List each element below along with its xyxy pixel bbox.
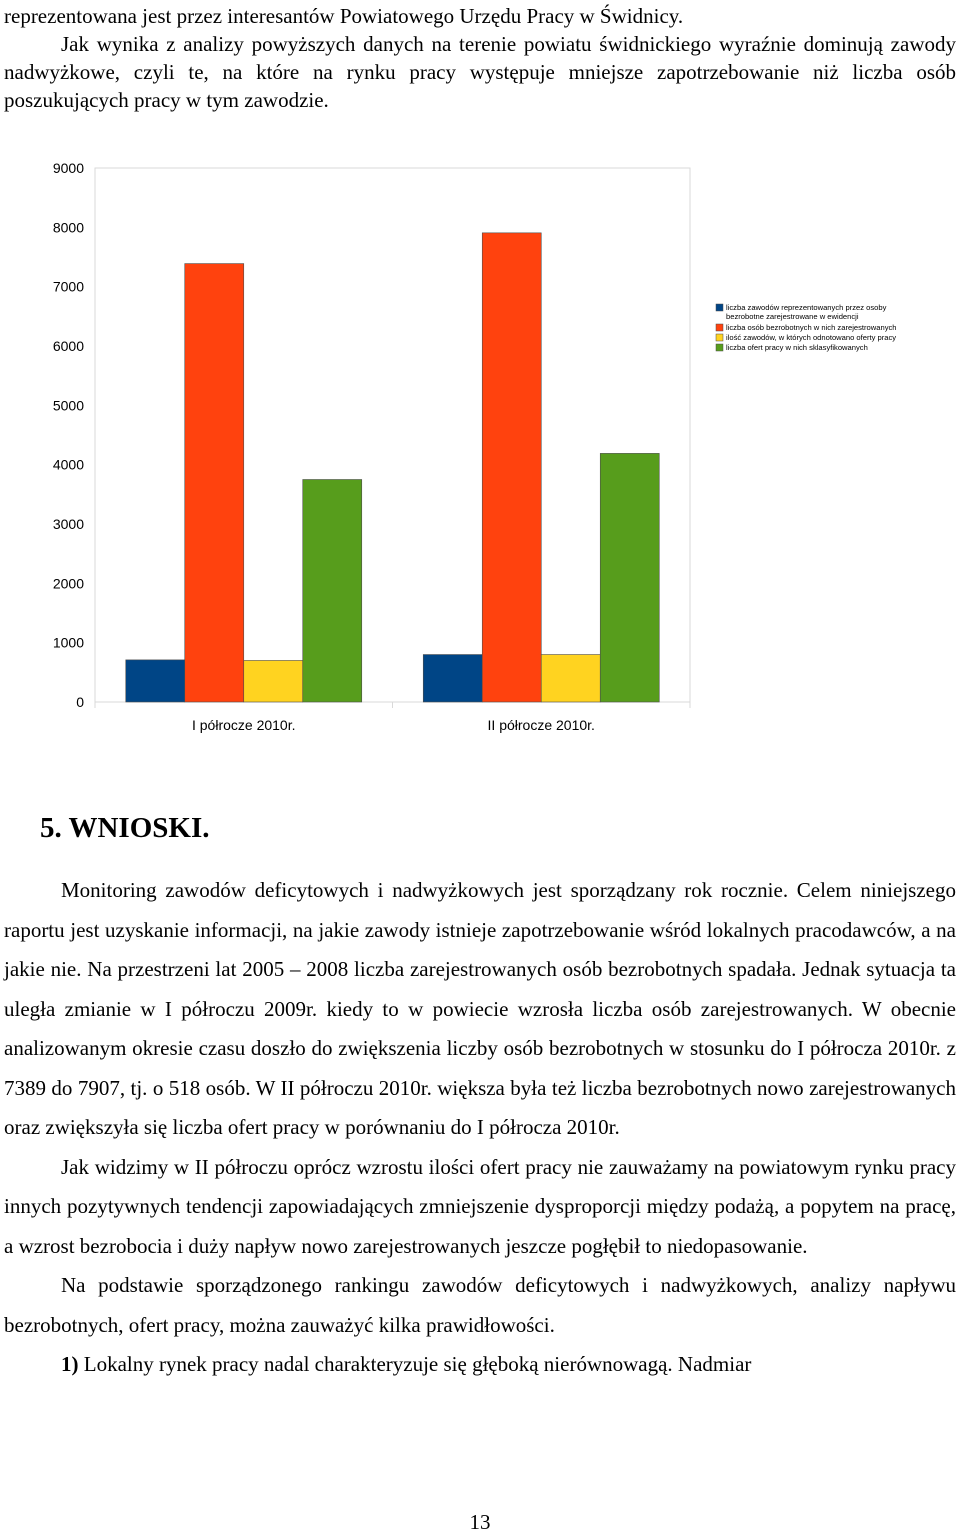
bar (126, 660, 185, 702)
legend-swatch (716, 334, 723, 341)
conclusions-paragraph-1: Monitoring zawodów deficytowych i nadwyżkowych jest sporządzany rok rocznie. Celem niniejszego raportu jest uzyskanie informacji, na jakie zawody istnieje zapotrzebowanie wśród lokalnych pracodawców, a na jakie nie. Na przestrzeni lat 2005 – 2008 liczba zarejestrowanych osób bezrobotnych spadała. Jednak sytuacja ta uległa zmianie w I półroczu 2009r. kiedy to w powiecie wzrosła liczba osób zarejestrowanych. W obecnie analizowanym okresie czasu doszło do zwiększenia liczby osób bezrobotnych w stosunku do I półrocza 2010r. z 7389 do 7907, tj. o 518 osób. W II półroczu 2010r. większa była też liczba bezrobotnych nowo zarejestrowanych oraz zwiększyła się liczba ofert pracy w porównaniu do I półrocza 2010r. (4, 878, 956, 1139)
conclusions-point-1 (4, 1345, 956, 1385)
conclusions-text (4, 871, 956, 1385)
x-category-label: II półrocze 2010r. (487, 717, 595, 733)
y-tick-label: 0 (76, 694, 84, 710)
y-tick-label: 1000 (52, 634, 84, 651)
conclusions-paragraph-2: Jak widzimy w II półroczu oprócz wzrostu ilości ofert pracy nie zauważamy na powiatowym rynku pracy innych pozytywnych tendencji zapowiadających zmniejszenie dysproporcji między podażą, a popytem na pracę, a wzrost bezrobocia i duży napływ nowo zarejestrowanych jeszcze pogłębił to niedopasowanie. (4, 1154, 956, 1258)
conclusions-paragraph-3: Na podstawie sporządzonego rankingu zawodów deficytowych i nadwyżkowych, analizy napływu bezrobotnych, ofert pracy, można zauważyć kilka prawidłowości. (4, 1273, 956, 1337)
legend-entry: ilość zawodów, w których odnotowano oferty pracy (726, 333, 897, 342)
top-text (4, 2, 956, 114)
section-heading: 5. WNIOSKI. (40, 812, 210, 844)
page-number: 13 (469, 1510, 491, 1534)
bar (185, 264, 244, 702)
y-tick-label: 3000 (52, 516, 84, 532)
legend-entry-line: liczba zawodów reprezentowanych przez osoby (726, 303, 887, 312)
y-tick-label: 8000 (52, 219, 84, 236)
top-line: reprezentowana jest przez interesantów Powiatowego Urzędu Pracy w Świdnicy. (4, 4, 684, 28)
y-tick-label: 7000 (52, 278, 84, 295)
analysis-paragraph: Jak wynika z analizy powyższych danych na terenie powiatu świdnickiego wyraźnie dominują zawody nadwyżkowe, czyli te, na które na rynku pracy występuje mniejsze zapotrzebowanie niż liczba osób poszukujących pracy w tym zawodzie. (4, 32, 956, 112)
point-number: 1) (61, 1352, 79, 1376)
legend-swatch (716, 304, 723, 311)
bar-chart (40, 150, 920, 750)
y-tick-label: 4000 (52, 456, 84, 473)
bar (541, 655, 600, 702)
x-category-label: I półrocze 2010r. (191, 717, 296, 733)
legend-swatch (716, 344, 723, 351)
legend-entry (726, 303, 887, 321)
bar (600, 453, 659, 702)
legend-entry: liczba ofert pracy w nich sklasyfikowanych (726, 343, 868, 352)
chart-svg (40, 150, 920, 750)
point-text: Lokalny rynek pracy nadal charakteryzuje się głęboką nierównowagą. Nadmiar (83, 1352, 752, 1376)
legend-entry: liczba osób bezrobotnych w nich zarejestrowanych (726, 323, 897, 332)
y-tick-label: 6000 (52, 338, 84, 354)
bar (244, 660, 303, 702)
bar (482, 233, 541, 702)
y-tick-label: 2000 (52, 575, 84, 592)
bar (303, 480, 362, 703)
legend-swatch (716, 324, 723, 331)
bar (423, 655, 482, 702)
legend-entry-line: bezrobotne zarejestrowane w ewidencji (726, 312, 859, 321)
y-tick-label: 9000 (52, 160, 84, 176)
y-tick-label: 5000 (52, 397, 84, 414)
